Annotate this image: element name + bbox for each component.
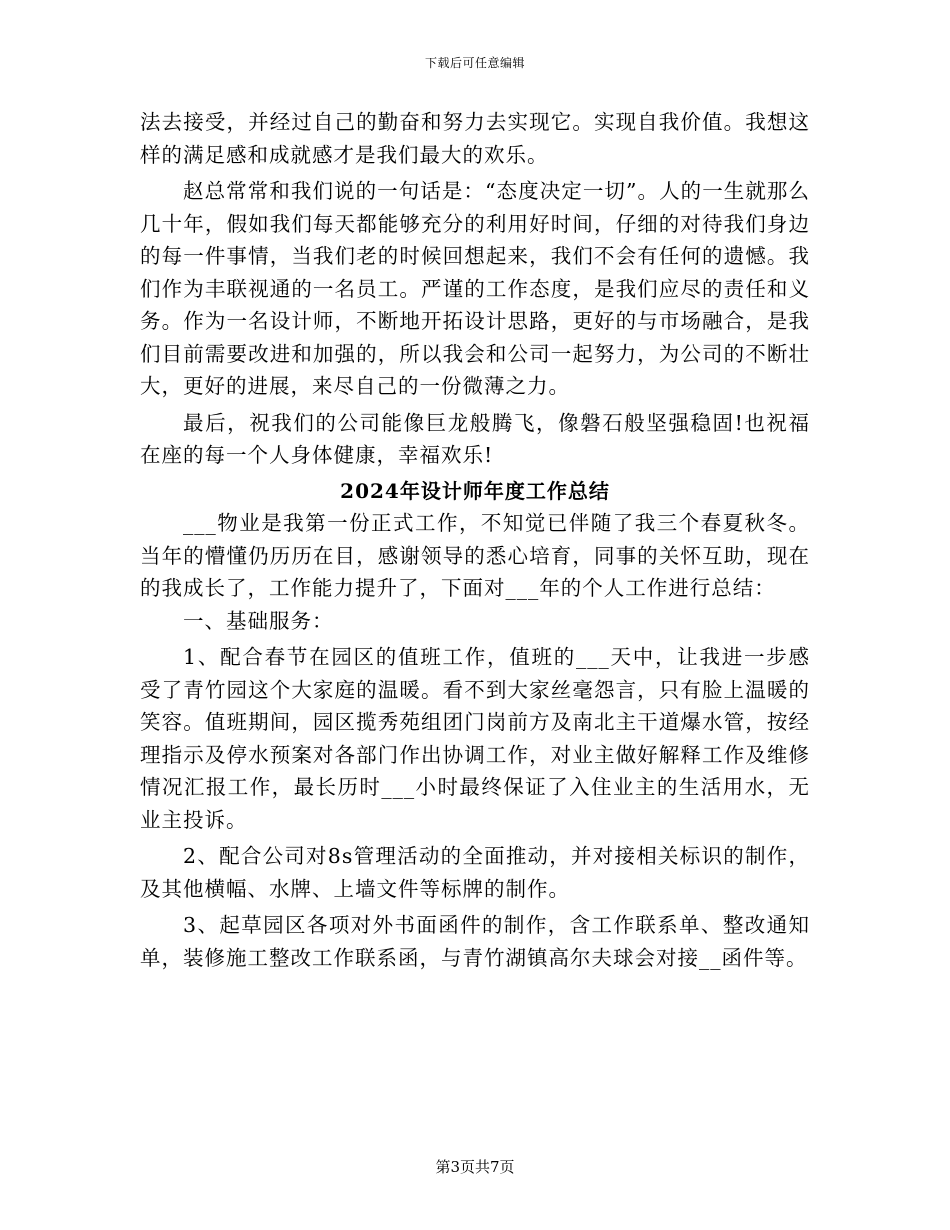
- paragraph-continuation: 法去接受，并经过自己的勤奋和努力去实现它。实现自我价值。我想这样的满足感和成就感才是我们最大的欢乐。: [140, 110, 810, 167]
- paragraph-attitude: 赵总常常和我们说的一句话是：“态度决定一切”。人的一生就那么几十年，假如我们每天都能够充分的利用好时间，仔细的对待我们身边的每一件事情，当我们老的时候回想起来，我们不会有任何的遗憾。我们作为丰联视通的一名员工。严谨的工作态度，是我们应尽的责任和义务。作为一名设计师，不断地开拓设计思路，更好的与市场融合，是我们目前需要改进和加强的，所以我会和公司一起努力，为公司的不断壮大，更好的进展，来尽自己的一份微薄之力。: [140, 179, 810, 398]
- paragraph-item-2: 2、配合公司对8s管理活动的全面推动，并对接相关标识的制作，及其他横幅、水牌、上墙文件等标牌的制作。: [140, 844, 810, 901]
- document-body: [140, 106, 810, 974]
- paragraph-intro: ___物业是我第一份正式工作，不知觉已伴随了我三个春夏秋冬。当年的懵懂仍历历在目，感谢领导的悉心培育，同事的关怀互助，现在的我成长了，工作能力提升了，下面对___年的个人工作进行总结：: [140, 511, 810, 600]
- paragraph-closing-wishes: 最后，祝我们的公司能像巨龙般腾飞，像磐石般坚强稳固!也祝福在座的每一个人身体健康，幸福欢乐!: [140, 410, 810, 467]
- header-note: 下载后可任意编辑: [424, 56, 525, 70]
- paragraph-item-1: 1、配合春节在园区的值班工作，值班的___天中，让我进一步感受了青竹园这个大家庭的温暖。看不到大家丝毫怨言，只有脸上温暖的笑容。值班期间，园区揽秀苑组团门岗前方及南北主干道爆水管，按经理指示及停水预案对各部门作出协调工作，对业主做好解释工作及维修情况汇报工作，最长历时___小时最终保证了入住业主的生活用水，无业主投诉。: [140, 645, 810, 832]
- section-title: 2024年设计师年度工作总结: [340, 478, 610, 503]
- page-number: 第3页共7页: [435, 1158, 515, 1176]
- paragraph-item-3: 3、起草园区各项对外书面函件的制作，含工作联系单、整改通知单，装修施工整改工作联系函，与青竹湖镇高尔夫球会对接__函件等。: [140, 913, 810, 970]
- paragraph-heading-basic-service: 一、基础服务：: [183, 608, 334, 633]
